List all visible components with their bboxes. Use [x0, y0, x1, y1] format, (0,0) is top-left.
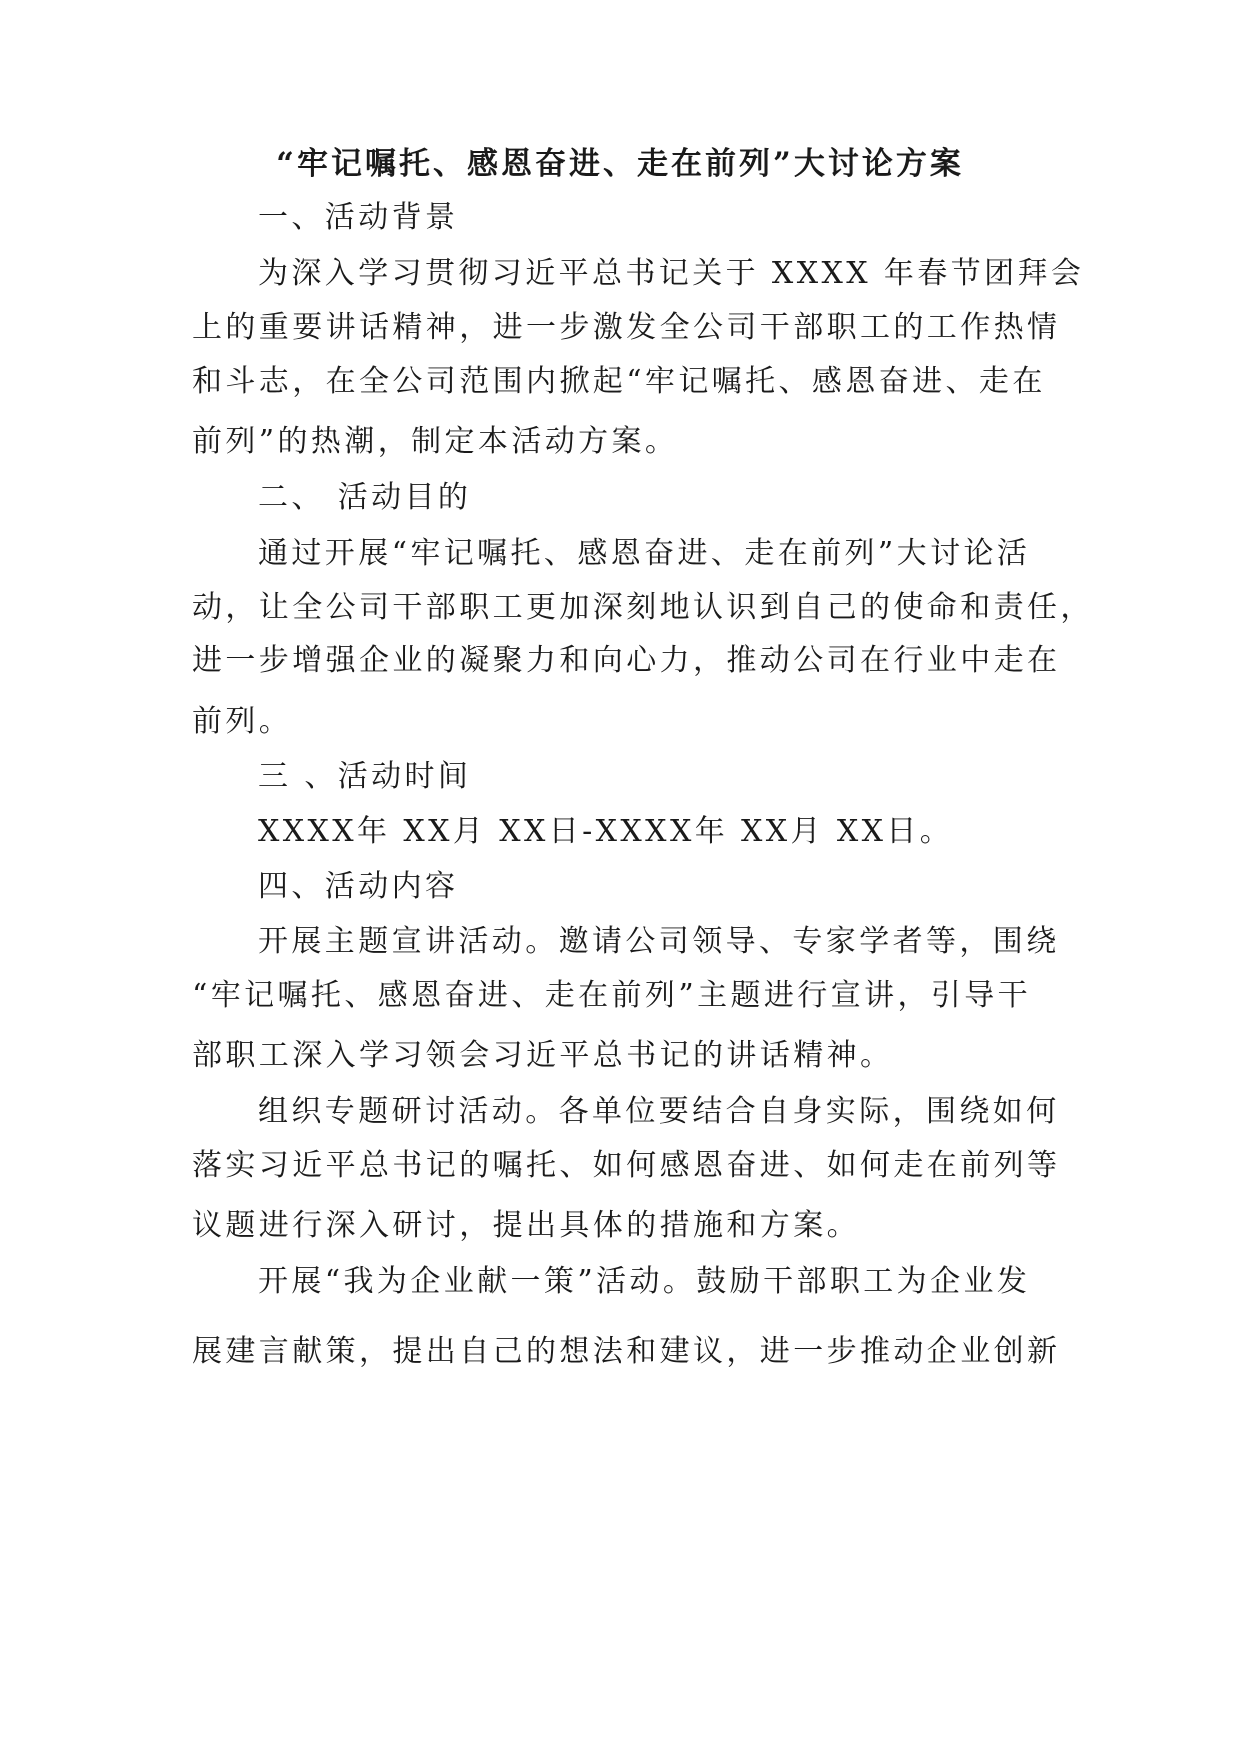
- paragraph-line: 为深入学习贯彻习近平总书记关于 XXXX 年春节团拜会: [258, 256, 1085, 291]
- paragraph-line: 上的重要讲话精神，进一步激发全公司干部职工的工作热情: [192, 310, 1061, 345]
- paragraph-line: 通过开展“牢记嘱托、感恩奋进、走在前列”大讨论活: [258, 536, 1031, 571]
- paragraph-line: XXXX年 XX月 XX日-XXXX年 XX月 XX日。: [258, 814, 954, 849]
- paragraph-line: 展建言献策，提出自己的想法和建议，进一步推动企业创新: [192, 1334, 1061, 1369]
- paragraph-line: 议题进行深入研讨，提出具体的措施和方案。: [192, 1208, 860, 1243]
- section-heading-time: 三 、活动时间: [258, 759, 472, 794]
- document-title: “牢记嘱托、感恩奋进、走在前列”大讨论方案: [276, 146, 964, 182]
- section-heading-purpose: 二、 活动目的: [258, 480, 472, 515]
- paragraph-line: 开展主题宣讲活动。邀请公司领导、专家学者等，围绕: [258, 924, 1060, 959]
- paragraph-line: 开展“我为企业献一策”活动。鼓励干部职工为企业发: [258, 1264, 1031, 1299]
- paragraph-line: 和斗志，在全公司范围内掀起“牢记嘱托、感恩奋进、走在: [192, 364, 1046, 399]
- paragraph-line: 部职工深入学习领会习近平总书记的讲话精神。: [192, 1038, 894, 1073]
- paragraph-line: 前列。: [192, 704, 293, 739]
- paragraph-line: 动，让全公司干部职工更加深刻地认识到自己的使命和责任，: [192, 590, 1094, 625]
- paragraph-line: 前列”的热潮，制定本活动方案。: [192, 424, 679, 459]
- section-heading-content: 四、活动内容: [258, 869, 459, 904]
- paragraph-line: 进一步增强企业的凝聚力和向心力，推动公司在行业中走在: [192, 643, 1061, 678]
- section-heading-background: 一、活动背景: [258, 200, 459, 235]
- paragraph-line: “牢记嘱托、感恩奋进、走在前列”主题进行宣讲，引导干: [192, 978, 1032, 1013]
- paragraph-line: 落实习近平总书记的嘱托、如何感恩奋进、如何走在前列等: [192, 1148, 1061, 1183]
- paragraph-line: 组织专题研讨活动。各单位要结合自身实际，围绕如何: [258, 1094, 1060, 1129]
